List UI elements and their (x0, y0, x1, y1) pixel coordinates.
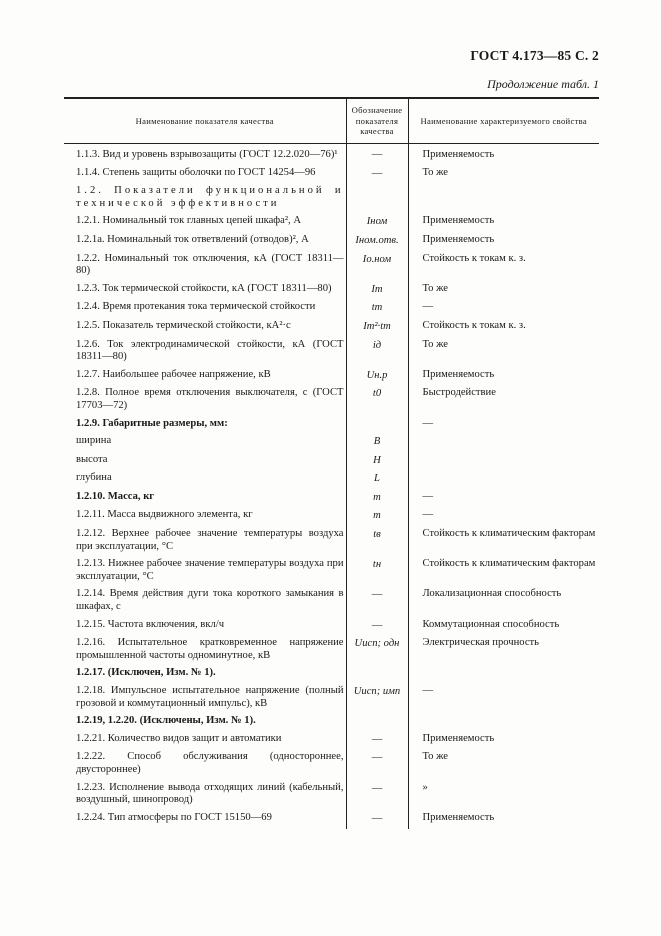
characterized-property: Применяемость (422, 149, 495, 160)
table-row (64, 525, 599, 555)
table-row (64, 212, 599, 231)
table-row (64, 748, 599, 778)
indicator-name: 1.2.24. Тип атмосферы по ГОСТ 15150—69 (76, 811, 272, 823)
indicator-symbol (346, 415, 408, 433)
characterized-property: То же (422, 282, 449, 294)
table-header-row (64, 98, 599, 144)
indicator-name: 1.2.11. Масса выдвижного элемента, кг (76, 509, 253, 521)
characterized-property (408, 469, 599, 488)
characterized-property: Локализационная способность (422, 588, 562, 600)
indicator-symbol: — (346, 730, 408, 749)
indicator-symbol: Uисп; имп (346, 682, 408, 712)
column-header-indicator: Наименование показателя качества (135, 115, 274, 126)
table-row (64, 585, 599, 615)
characterized-property: Стойкость к токам к. з. (422, 252, 526, 264)
indicator-name: 1.2.16. Испытательное кратковременное напряжение промышленной частоты одноминутное, кВ (76, 637, 344, 661)
column-header-symbol: Обозначение показателя качества (346, 98, 408, 144)
table-row (64, 384, 599, 414)
indicator-symbol: Iо.ном (346, 250, 408, 280)
table-row (64, 712, 599, 730)
table-row (64, 280, 599, 299)
table-row (64, 779, 599, 809)
table-row (64, 336, 599, 366)
characterized-property: — (422, 685, 434, 696)
indicator-name: 1.2.21. Количество видов защит и автоматики (76, 732, 282, 744)
indicator-name: 1.2.6. Ток электродинамической стойкости, кА (ГОСТ 18311—80) (76, 338, 344, 363)
indicator-name: 1.2.19, 1.2.20. (Исключены, Изм. № 1). (76, 715, 256, 727)
indicator-symbol: — (346, 616, 408, 635)
characterized-property: — (422, 490, 434, 502)
indicator-symbol: t0 (346, 384, 408, 414)
indicator-symbol: L (346, 469, 408, 488)
characterized-property: Электрическая прочность (422, 637, 539, 649)
characterized-property: Применяемость (422, 233, 495, 245)
table-row (64, 144, 599, 164)
indicator-name: 1.2.1а. Номинальный ток ответвлений (отводов)², А (76, 233, 309, 245)
indicator-symbol: tн (346, 555, 408, 585)
indicator-name: 1.2.1. Номинальный ток главных цепей шкафа², А (76, 215, 301, 227)
table-row (64, 317, 599, 336)
characterized-property: Быстродействие (422, 387, 496, 399)
indicator-name: 1.2.9. Габаритные размеры, мм: (76, 417, 228, 429)
indicator-name: 1.2.5. Показатель термической стойкости, кА²·с (76, 319, 291, 331)
table-row (64, 164, 599, 183)
table-row (64, 555, 599, 585)
table-row (64, 488, 599, 507)
indicator-name: 1.2.22. Способ обслуживания (одностороннее, двустороннее) (76, 751, 344, 775)
characterized-property: То же (422, 751, 449, 763)
section-heading: 1.2. Показатели функциональной и технической эффективности (76, 185, 344, 209)
indicator-name: 1.2.3. Ток термической стойкости, кА (ГОСТ 18311—80) (76, 282, 332, 294)
table-continuation-label: Продолжение табл. 1 (487, 77, 599, 91)
table-row (64, 469, 599, 488)
indicator-symbol (346, 712, 408, 730)
indicator-symbol: m (346, 488, 408, 507)
characterized-property: Применяемость (422, 732, 495, 744)
indicator-name: высота (76, 453, 108, 465)
table-row (64, 366, 599, 385)
table-row (64, 451, 599, 470)
indicator-name: 1.2.12. Верхнее рабочее значение температуры воздуха при эксплуатации, °С (76, 528, 344, 552)
characterized-property: » (422, 781, 428, 793)
indicator-symbol: — (346, 164, 408, 183)
table-row (64, 682, 599, 712)
indicator-name: 1.2.18. Импульсное испытательное напряжение (полный грозовой и коммутационный импульс), кВ (76, 685, 344, 709)
indicator-name: 1.2.17. (Исключен, Изм. № 1). (76, 667, 216, 679)
indicator-symbol: — (346, 779, 408, 809)
characterized-property: Стойкость к токам к. з. (422, 319, 526, 331)
characterized-property (408, 451, 599, 470)
indicator-name: 1.2.8. Полное время отключения выключателя, с (ГОСТ 17703—72) (76, 387, 344, 411)
characterized-property: Стойкость к климатическим факторам (422, 558, 596, 570)
indicator-symbol: Iном (346, 212, 408, 231)
indicator-symbol: — (346, 748, 408, 778)
characterized-property: — (422, 509, 434, 521)
indicator-symbol: Iт (346, 280, 408, 299)
indicator-symbol: Iт²·tт (346, 317, 408, 336)
indicator-name: 1.2.23. Исполнение вывода отходящих линий (кабельный, воздушный, шинопровод) (76, 781, 344, 806)
indicator-symbol (346, 664, 408, 682)
indicator-symbol: — (346, 144, 408, 164)
section-heading-row (64, 182, 599, 212)
indicator-name: 1.2.7. Наибольшее рабочее напряжение, кВ (76, 368, 271, 380)
table-row (64, 231, 599, 250)
table-row (64, 250, 599, 280)
table-row (64, 730, 599, 749)
indicator-symbol: H (346, 451, 408, 470)
indicator-name: ширина (76, 435, 112, 447)
table-row (64, 616, 599, 635)
table-row (64, 432, 599, 451)
indicator-name: 1.2.4. Время протекания тока термической стойкости (76, 301, 316, 313)
characterized-property (408, 432, 599, 451)
characterized-property: Применяемость (422, 215, 495, 227)
indicator-symbol: iд (346, 336, 408, 366)
indicator-symbol: Uисп; одн (346, 634, 408, 664)
table-row (64, 809, 599, 830)
table-row (64, 298, 599, 317)
table-row (64, 664, 599, 682)
characterized-property: То же (422, 166, 449, 178)
table-row (64, 506, 599, 525)
characterized-property: Стойкость к климатическим факторам (422, 528, 596, 540)
indicator-name: 1.2.14. Время действия дуги тока короткого замыкания в шкафах, с (76, 588, 344, 613)
indicator-symbol: — (346, 585, 408, 615)
indicator-symbol: tв (346, 525, 408, 555)
characterized-property: — (422, 417, 434, 429)
table-row (64, 415, 599, 433)
indicator-symbol (346, 182, 408, 212)
table-row (64, 634, 599, 664)
indicator-symbol: B (346, 432, 408, 451)
indicator-name: 1.2.10. Масса, кг (76, 490, 155, 502)
indicator-name: 1.2.2. Номинальный ток отключения, кА (ГОСТ 18311—80) (76, 252, 344, 277)
characterized-property (408, 712, 599, 730)
indicator-symbol: — (346, 809, 408, 830)
quality-indicators-table (64, 97, 599, 829)
indicator-name: 1.2.13. Нижнее рабочее значение температуры воздуха при эксплуатации, °С (76, 558, 344, 582)
indicator-name: 1.1.3. Вид и уровень взрывозащиты (ГОСТ 12.2.020—76)¹ (76, 149, 338, 160)
indicator-name: глубина (76, 472, 112, 484)
indicator-symbol: Iном.отв. (346, 231, 408, 250)
characterized-property (408, 182, 599, 212)
characterized-property (408, 664, 599, 682)
indicator-name: 1.2.15. Частота включения, вкл/ч (76, 618, 225, 630)
indicator-symbol: m (346, 506, 408, 525)
characterized-property: То же (422, 338, 449, 350)
characterized-property: — (422, 301, 434, 313)
characterized-property: Коммутационная способность (422, 618, 560, 630)
characterized-property: Применяемость (422, 811, 495, 823)
indicator-symbol: Uн.р (346, 366, 408, 385)
page-header: ГОСТ 4.173—85 С. 2 (470, 48, 599, 63)
indicator-name: 1.1.4. Степень защиты оболочки по ГОСТ 14254—96 (76, 166, 316, 178)
column-header-property: Наименование характеризуемого свойства (420, 115, 587, 126)
indicator-symbol: tт (346, 298, 408, 317)
characterized-property: Применяемость (422, 368, 495, 380)
